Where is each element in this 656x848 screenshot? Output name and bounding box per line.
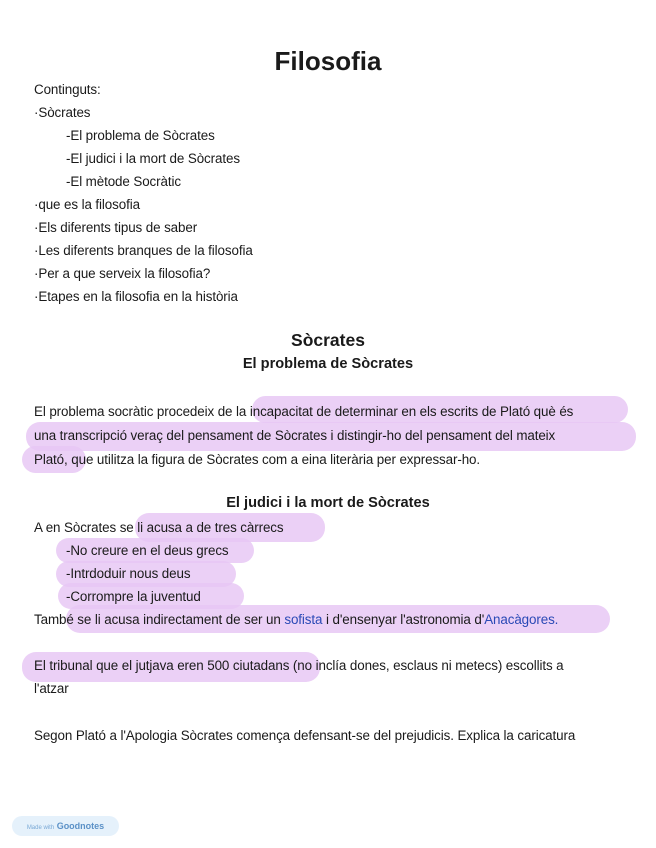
paragraph-line: Segon Plató a l'Apologia Sòcrates comença defensant-se del prejudicis. Explica la caricatura bbox=[34, 728, 576, 743]
toc-subitem: -El mètode Socràtic bbox=[66, 174, 181, 189]
toc-subitem: -El judici i la mort de Sòcrates bbox=[66, 151, 240, 166]
made-with-badge[interactable] bbox=[12, 816, 119, 836]
anacagores-link[interactable]: Anacàgores. bbox=[484, 612, 559, 627]
paragraph-line: Plató, que utilitza la figura de Sòcrates com a eina literària per expressar-ho. bbox=[34, 452, 481, 467]
section-heading: Sòcrates bbox=[291, 330, 365, 350]
toc-item: ·Les diferents branques de la filosofia bbox=[34, 243, 253, 258]
paragraph-line: El problema socràtic procedeix de la incapacitat de determinar en els escrits de Plató què és bbox=[34, 404, 574, 419]
badge-prefix: Made with bbox=[26, 825, 55, 831]
paragraph-line: El tribunal que el jutjava eren 500 ciutadans (no inclía dones, esclaus ni metecs) escollits a bbox=[34, 658, 564, 673]
text-segment: i d'ensenyar l'astronomia d' bbox=[322, 612, 485, 627]
paragraph-line bbox=[34, 611, 558, 628]
charge-item: -No creure en el deus grecs bbox=[66, 543, 229, 558]
paragraph-line: una transcripció veraç del pensament de Sòcrates i distingir-ho del pensament del mateix bbox=[34, 428, 556, 443]
toc-item: ·Etapes en la filosofia en la història bbox=[34, 289, 238, 304]
toc-item: ·Els diferents tipus de saber bbox=[34, 220, 198, 235]
toc-item: ·que es la filosofia bbox=[34, 197, 140, 212]
charge-item: -Intrdoduir nous deus bbox=[66, 566, 191, 581]
text-segment: També se li acusa indirectament de ser un bbox=[34, 612, 285, 627]
paragraph-line: A en Sòcrates se li acusa a de tres càrrecs bbox=[34, 520, 284, 535]
toc-item: ·Per a que serveix la filosofia? bbox=[34, 266, 211, 281]
subsection-heading: El problema de Sòcrates bbox=[242, 356, 414, 372]
toc-item: ·Sòcrates bbox=[34, 105, 91, 120]
toc-subitem: -El problema de Sòcrates bbox=[66, 128, 215, 143]
contents-heading: Continguts: bbox=[34, 82, 101, 97]
badge-brand: Goodnotes bbox=[56, 821, 105, 831]
sofista-link[interactable]: sofista bbox=[284, 612, 323, 627]
subsection-heading: El judici i la mort de Sòcrates bbox=[226, 495, 430, 511]
charge-item: -Corrompre la juventud bbox=[66, 589, 201, 604]
paragraph-line: l'atzar bbox=[34, 681, 69, 696]
page-title: Filosofia bbox=[274, 46, 382, 76]
